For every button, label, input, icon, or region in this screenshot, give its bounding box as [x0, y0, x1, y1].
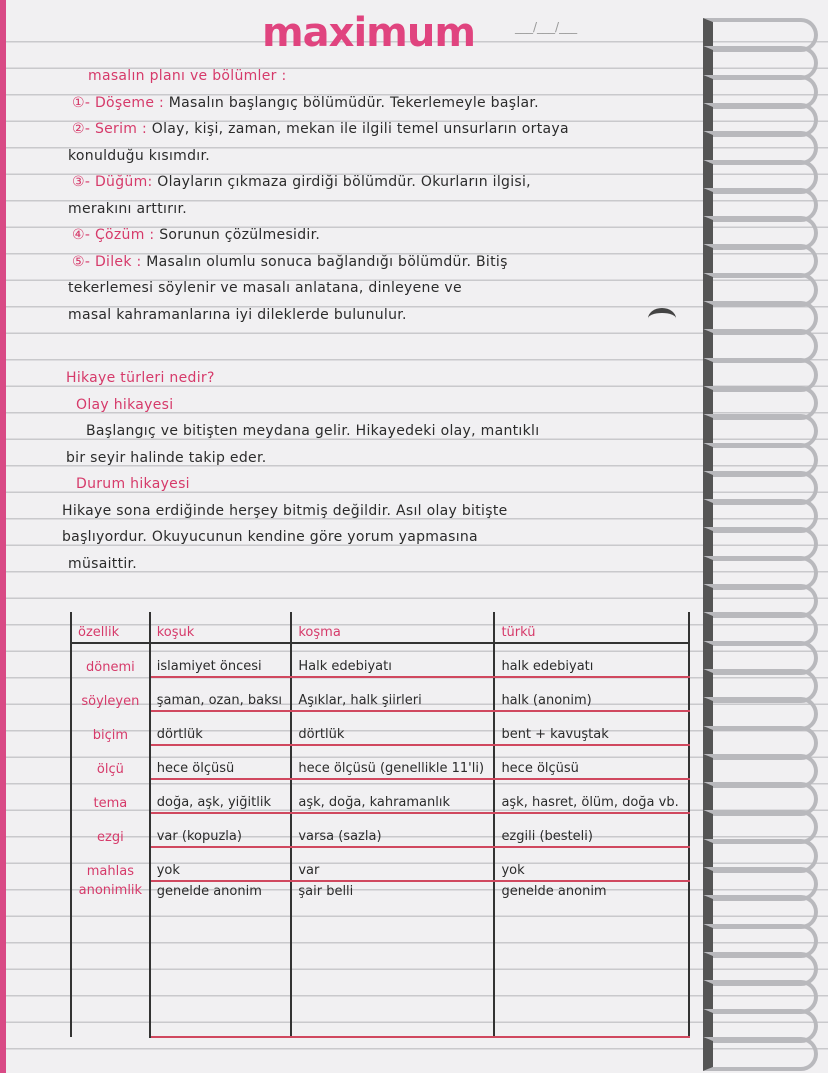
body-line: başlıyordur. Okuyucunun kendine göre yorum yapmasına	[62, 529, 478, 545]
table-cell: ezgi	[71, 813, 150, 847]
brand-logo: maximum	[262, 10, 476, 56]
plan-text: tekerlemesi söylenir ve masalı anlatana, dinleyene ve	[68, 280, 462, 296]
plan-text: konulduğu kısımdır.	[68, 147, 210, 164]
plan-line	[68, 201, 187, 217]
table-cell: var (kopuzla)	[150, 813, 292, 847]
table-cell: hece ölçüsü	[494, 745, 689, 779]
table-cell: halk (anonim)	[494, 677, 689, 711]
table-cell: şaman, ozan, baksı	[150, 677, 292, 711]
body-line: bir seyir halinde takip eder.	[66, 449, 267, 466]
table-cell: ölçü	[71, 745, 150, 779]
subheading: Durum hikayesi	[76, 476, 190, 492]
plan-line	[72, 227, 320, 243]
plan-line	[68, 148, 210, 164]
table-cell: varsa (sazla)	[291, 813, 494, 847]
spiral-ring	[703, 1037, 818, 1071]
table-row	[71, 779, 689, 813]
plan-text: Masalın başlangıç bölümüdür. Tekerlemeyle başlar.	[168, 94, 539, 111]
plan-label: ②- Serim :	[72, 121, 148, 137]
table-cell: söyleyen	[71, 677, 150, 711]
section-title: masalın planı ve bölümler :	[88, 68, 287, 84]
page-hole	[648, 308, 676, 329]
table-cell: şair belli	[291, 881, 494, 1037]
table-cell: hece ölçüsü	[150, 745, 292, 779]
table-cell: genelde anonim	[494, 881, 689, 1037]
plan-line	[72, 95, 539, 111]
table-cell: islamiyet öncesi	[150, 643, 292, 677]
table-header-row	[71, 612, 689, 643]
column-header: koşuk	[150, 612, 292, 643]
column-header: koşma	[291, 612, 494, 643]
table-cell: mahlas	[71, 847, 150, 881]
plan-text: Sorunun çözülmesidir.	[159, 227, 321, 243]
plan-label: ③- Düğüm:	[72, 174, 153, 190]
plan-text: Masalın olumlu sonuca bağlandığı bölümdür. Bitiş	[146, 253, 508, 270]
body-line: müsaittir.	[68, 555, 138, 572]
table-row	[71, 745, 689, 779]
page-edge	[0, 0, 6, 1073]
table-row	[71, 643, 689, 677]
table-cell: halk edebiyatı	[494, 643, 689, 677]
plan-line	[68, 280, 462, 296]
body-line: Başlangıç ve bitişten meydana gelir. Hikayedeki olay, mantıklı	[86, 423, 540, 439]
table-row	[71, 847, 689, 881]
table-row	[71, 677, 689, 711]
spiral-binding	[693, 0, 828, 1073]
table-cell: genelde anonim	[150, 881, 292, 1037]
plan-label: ⑤- Dilek :	[72, 253, 142, 270]
poetry-comparison-table	[70, 612, 690, 1038]
table-cell: yok	[494, 847, 689, 881]
plan-line	[68, 307, 407, 323]
table-row	[71, 813, 689, 847]
table-cell: Halk edebiyatı	[291, 643, 494, 677]
plan-text: Olay, kişi, zaman, mekan ile ilgili temel unsurların ortaya	[151, 121, 569, 137]
table-cell: dörtlük	[150, 711, 292, 745]
table-cell: var	[291, 847, 494, 881]
plan-label: ①- Döşeme :	[72, 94, 165, 111]
table-cell: anonimlik	[71, 881, 150, 1037]
table-row	[71, 881, 689, 1037]
table-cell: tema	[71, 779, 150, 813]
table-cell: bent + kavuştak	[494, 711, 689, 745]
section-title: Hikaye türleri nedir?	[66, 370, 215, 386]
subheading: Olay hikayesi	[76, 396, 174, 413]
column-header: türkü	[494, 612, 689, 643]
table-cell: dönemi	[71, 643, 150, 677]
table-cell: dörtlük	[291, 711, 494, 745]
table-cell: aşk, doğa, kahramanlık	[291, 779, 494, 813]
table-cell: hece ölçüsü (genellikle 11'li)	[291, 745, 494, 779]
plan-line	[72, 174, 531, 190]
table-cell: doğa, aşk, yiğitlik	[150, 779, 292, 813]
plan-text: Olayların çıkmaza girdiği bölümdür. Okurların ilgisi,	[157, 174, 531, 190]
table-cell: biçim	[71, 711, 150, 745]
body-line: Hikaye sona erdiğinde herşey bitmiş değildir. Asıl olay bitişte	[62, 502, 508, 519]
plan-line	[72, 121, 569, 137]
table-cell: aşk, hasret, ölüm, doğa vb.	[494, 779, 689, 813]
table-cell: Aşıklar, halk şiirleri	[291, 677, 494, 711]
plan-text: merakını arttırır.	[68, 200, 187, 217]
table-cell: ezgili (besteli)	[494, 813, 689, 847]
table-cell: yok	[150, 847, 292, 881]
table-row	[71, 711, 689, 745]
plan-line	[72, 254, 508, 270]
date-field: ___/___/___	[515, 20, 578, 34]
plan-text: masal kahramanlarına iyi dileklerde bulunulur.	[68, 306, 407, 323]
column-header: özellik	[71, 612, 150, 643]
plan-label: ④- Çözüm :	[72, 227, 155, 243]
